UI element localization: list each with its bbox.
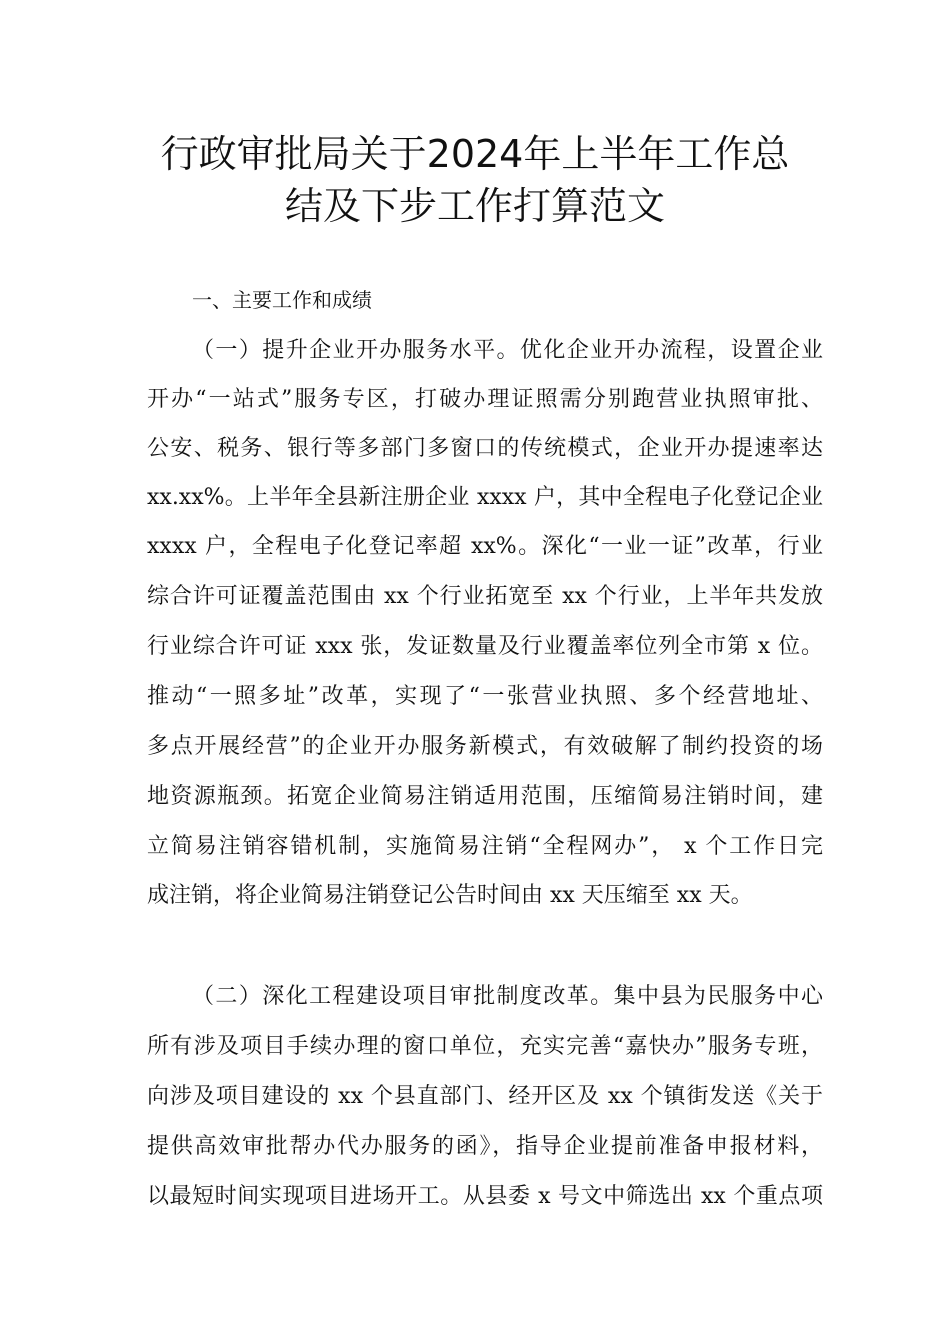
paragraph-line: 公安、税务、银行等多部门多窗口的传统模式，企业开办提速率达	[147, 436, 823, 461]
paragraph-line: 多点开展经营”的企业开办服务新模式，有效破解了制约投资的场	[147, 734, 823, 759]
paragraph-line: 所有涉及项目手续办理的窗口单位，充实完善“嘉快办”服务专班，	[147, 1034, 823, 1059]
paragraph-line: 行业综合许可证 xxx 张，发证数量及行业覆盖率位列全市第 x 位。	[147, 634, 823, 659]
paragraph-line: xx.xx%。上半年全县新注册企业 xxxx 户，其中全程电子化登记企业	[147, 485, 823, 510]
paragraph-line: 提供高效审批帮办代办服务的函》，指导企业提前准备申报材料，	[147, 1134, 823, 1159]
paragraph-line: xxxx 户，全程电子化登记率超 xx%。深化“一业一证”改革，行业	[147, 534, 823, 559]
paragraph-line: 推动“一照多址”改革，实现了“一张营业执照、多个经营地址、	[147, 684, 823, 709]
paragraph-line: （一）提升企业开办服务水平。优化企业开办流程，设置企业	[192, 338, 823, 363]
paragraph-line: 成注销，将企业简易注销登记公告时间由 xx 天压缩至 xx 天。	[147, 883, 753, 908]
document-title-line-2: 结及下步工作打算范文	[284, 184, 665, 228]
document-title-line-1: 行政审批局关于2024年上半年工作总	[160, 132, 790, 176]
paragraph-line: 开办“一站式”服务专区，打破办理证照需分别跑营业执照审批、	[147, 387, 823, 412]
paragraph-line: 向涉及项目建设的 xx 个县直部门、经开区及 xx 个镇街发送《关于	[147, 1084, 823, 1109]
paragraph-line: （二）深化工程建设项目审批制度改革。集中县为民服务中心	[192, 984, 823, 1009]
paragraph-line: 综合许可证覆盖范围由 xx 个行业拓宽至 xx 个行业，上半年共发放	[147, 584, 823, 609]
paragraph-line: 地资源瓶颈。拓宽企业简易注销适用范围，压缩简易注销时间，建	[147, 784, 823, 809]
paragraph-line: 立简易注销容错机制，实施简易注销“全程网办”， x 个工作日完	[147, 834, 823, 859]
section-heading: 一、主要工作和成绩	[192, 288, 372, 312]
paragraph-line: 以最短时间实现项目进场开工。从县委 x 号文中筛选出 xx 个重点项	[147, 1184, 823, 1209]
